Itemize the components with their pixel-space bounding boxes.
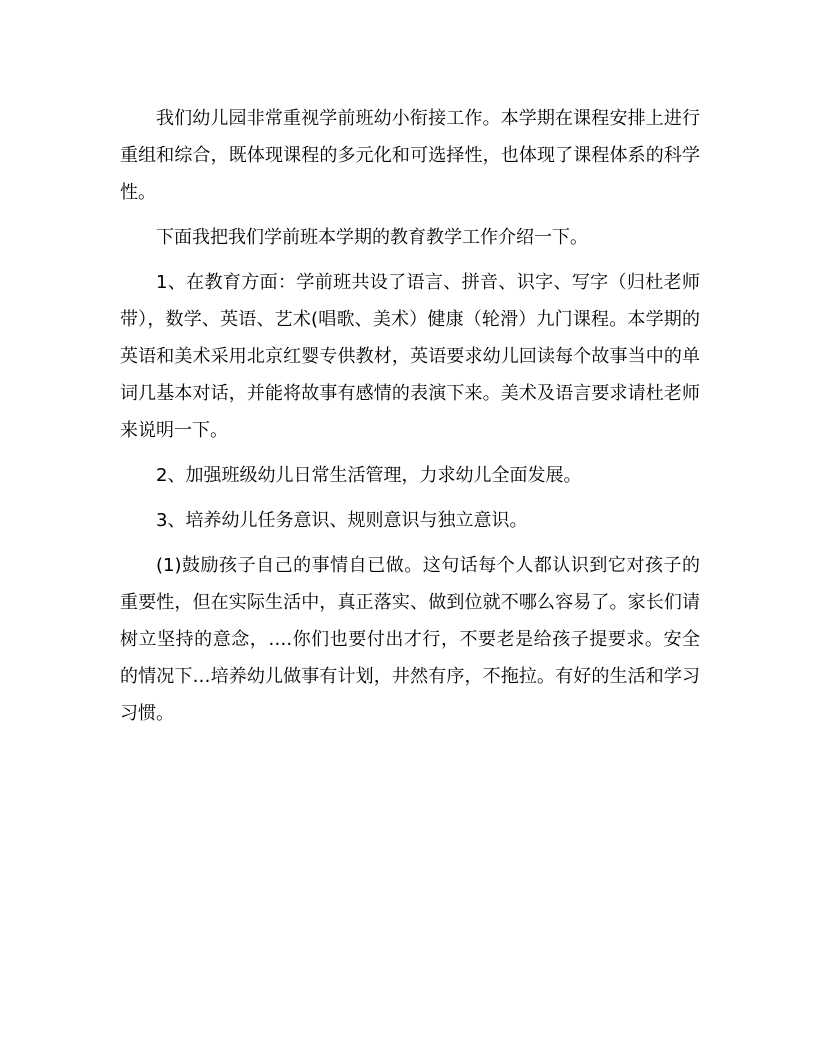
paragraph-intro: 我们幼儿园非常重视学前班幼小衔接工作。本学期在课程安排上进行重组和综合，既体现课程的多元化和可选择性，也体现了课程体系的科学性。 xyxy=(120,108,700,203)
paragraph-item-1: 1、在教育方面：学前班共设了语言、拼音、识字、写字（归杜老师带），数学、英语、艺术(唱歌、美术）健康（轮滑）九门课程。本学期的英语和美术采用北京红婴专供教材，英语要求幼儿回读每个故事当中的单词几基本对话，并能将故事有感情的表演下来。美术及语言要求请杜老师来说明一下。 xyxy=(120,272,700,441)
paragraph-overview: 下面我把我们学前班本学期的教育教学工作介绍一下。 xyxy=(156,227,588,248)
paragraph-item-3: 3、培养幼儿任务意识、规则意识与独立意识。 xyxy=(156,510,528,531)
document-body xyxy=(120,100,700,740)
paragraph-subitem-1: (1)鼓励孩子自己的事情自已做。这句话每个人都认识到它对孩子的重要性，但在实际生活中，真正落实、做到位就不哪么容易了。家长们请树立坚持的意念，….你们也要付出才行，不要老是给孩子提要求。安全的情况下…培养幼儿做事有计划，井然有序，不拖拉。有好的生活和学习习惯。 xyxy=(120,555,700,724)
paragraph-item-2: 2、加强班级幼儿日常生活管理，力求幼儿全面发展。 xyxy=(156,465,582,486)
